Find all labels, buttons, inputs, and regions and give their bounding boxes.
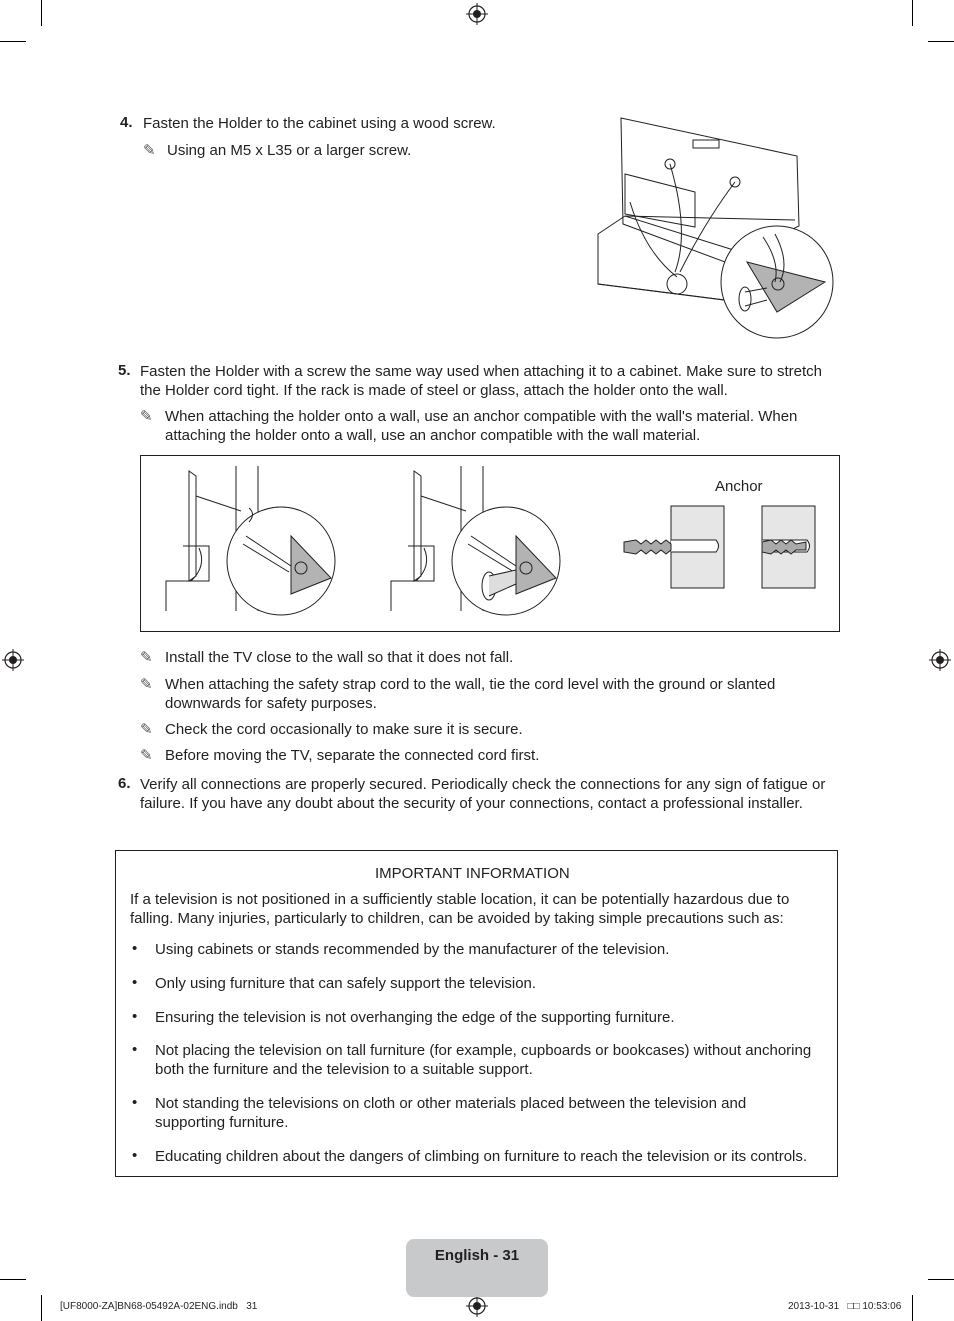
step-text-line: Fasten the Holder with a screw the same way used when attaching it to a cabinet. Make sure to stretch — [140, 363, 823, 380]
crop-mark — [0, 1279, 26, 1280]
note-text: Using an M5 x L35 or a larger screw. — [167, 142, 412, 159]
important-intro-line: If a television is not positioned in a sufficiently stable location, it can be potentially hazardous due to — [130, 891, 790, 908]
bullet-icon: • — [132, 1094, 138, 1111]
bullet-text-line: Not standing the televisions on cloth or other materials placed between the television and — [155, 1095, 747, 1112]
note-text-line: attaching the holder onto a wall, use an anchor compatible with the wall material. — [165, 427, 701, 444]
file-info: [UF8000-ZA]BN68-05492A-02ENG.indb 31 — [60, 1301, 258, 1312]
bullet-text: Using cabinets or stands recommended by the manufacturer of the television. — [155, 941, 670, 958]
pencil-note-icon: ✎ — [140, 721, 153, 738]
cabinet-holder-illustration — [595, 112, 840, 344]
important-intro-line: falling. Many injuries, particularly to children, can be avoided by taking simple precautions such as: — [130, 910, 784, 927]
bullet-text: Ensuring the television is not overhanging the edge of the supporting furniture. — [155, 1009, 675, 1026]
registration-mark-icon — [929, 649, 951, 671]
note-text-line: When attaching the safety strap cord to the wall, tie the cord level with the ground or slanted — [165, 676, 776, 693]
note-text: Check the cord occasionally to make sure it is secure. — [165, 721, 523, 738]
crop-mark — [41, 1295, 42, 1321]
pencil-note-icon: ✎ — [140, 408, 153, 425]
crop-mark — [928, 1279, 954, 1280]
crop-mark — [928, 41, 954, 42]
bullet-text: Educating children about the dangers of climbing on furniture to reach the television or its controls. — [155, 1148, 808, 1165]
bullet-text: Only using furniture that can safely support the television. — [155, 975, 537, 992]
step-number: 6. — [118, 775, 131, 792]
note-text-line: downwards for safety purposes. — [165, 695, 377, 712]
wall-mount-screw-illustration — [386, 466, 586, 626]
bullet-text-line: supporting furniture. — [155, 1114, 289, 1131]
bullet-text-line: both the furniture and the television to a suitable support. — [155, 1061, 533, 1078]
bullet-icon: • — [132, 940, 138, 957]
pencil-note-icon: ✎ — [140, 676, 153, 693]
pencil-note-icon: ✎ — [143, 142, 156, 159]
wall-anchor-figure — [140, 455, 840, 632]
bullet-icon: • — [132, 1041, 138, 1058]
crop-mark — [41, 0, 42, 26]
bullet-icon: • — [132, 1147, 138, 1164]
wall-mount-illustration — [161, 466, 361, 626]
note-text: Before moving the TV, separate the connected cord first. — [165, 747, 540, 764]
bullet-text-line: Not placing the television on tall furniture (for example, cupboards or bookcases) without anchoring — [155, 1042, 812, 1059]
bullet-icon: • — [132, 1008, 138, 1025]
registration-mark-icon — [2, 649, 24, 671]
crop-mark — [0, 41, 26, 42]
step-text-line: failure. If you have any doubt about the security of your connections, contact a professional installer. — [140, 795, 803, 812]
anchor-illustration — [621, 504, 821, 592]
step-number: 5. — [118, 362, 131, 379]
anchor-label: Anchor — [715, 478, 763, 495]
registration-mark-icon — [466, 3, 488, 25]
important-title: IMPORTANT INFORMATION — [375, 865, 570, 882]
step-text-line: the Holder cord tight. If the rack is made of steel or glass, attach the holder onto the wall. — [140, 382, 728, 399]
registration-mark-icon — [466, 1295, 488, 1317]
crop-mark — [912, 0, 913, 26]
print-timestamp: 2013-10-31 □□ 10:53:06 — [788, 1301, 902, 1312]
pencil-note-icon: ✎ — [140, 747, 153, 764]
step-text: Fasten the Holder to the cabinet using a wood screw. — [143, 115, 496, 132]
crop-mark — [912, 1295, 913, 1321]
bullet-icon: • — [132, 974, 138, 991]
note-text-line: When attaching the holder onto a wall, use an anchor compatible with the wall's material. When — [165, 408, 798, 425]
pencil-note-icon: ✎ — [140, 649, 153, 666]
note-text: Install the TV close to the wall so that it does not fall. — [165, 649, 514, 666]
page-number: English - 31 — [434, 1247, 520, 1264]
step-number: 4. — [120, 114, 133, 131]
step-text-line: Verify all connections are properly secured. Periodically check the connections for any sign of fatigue or — [140, 776, 826, 793]
